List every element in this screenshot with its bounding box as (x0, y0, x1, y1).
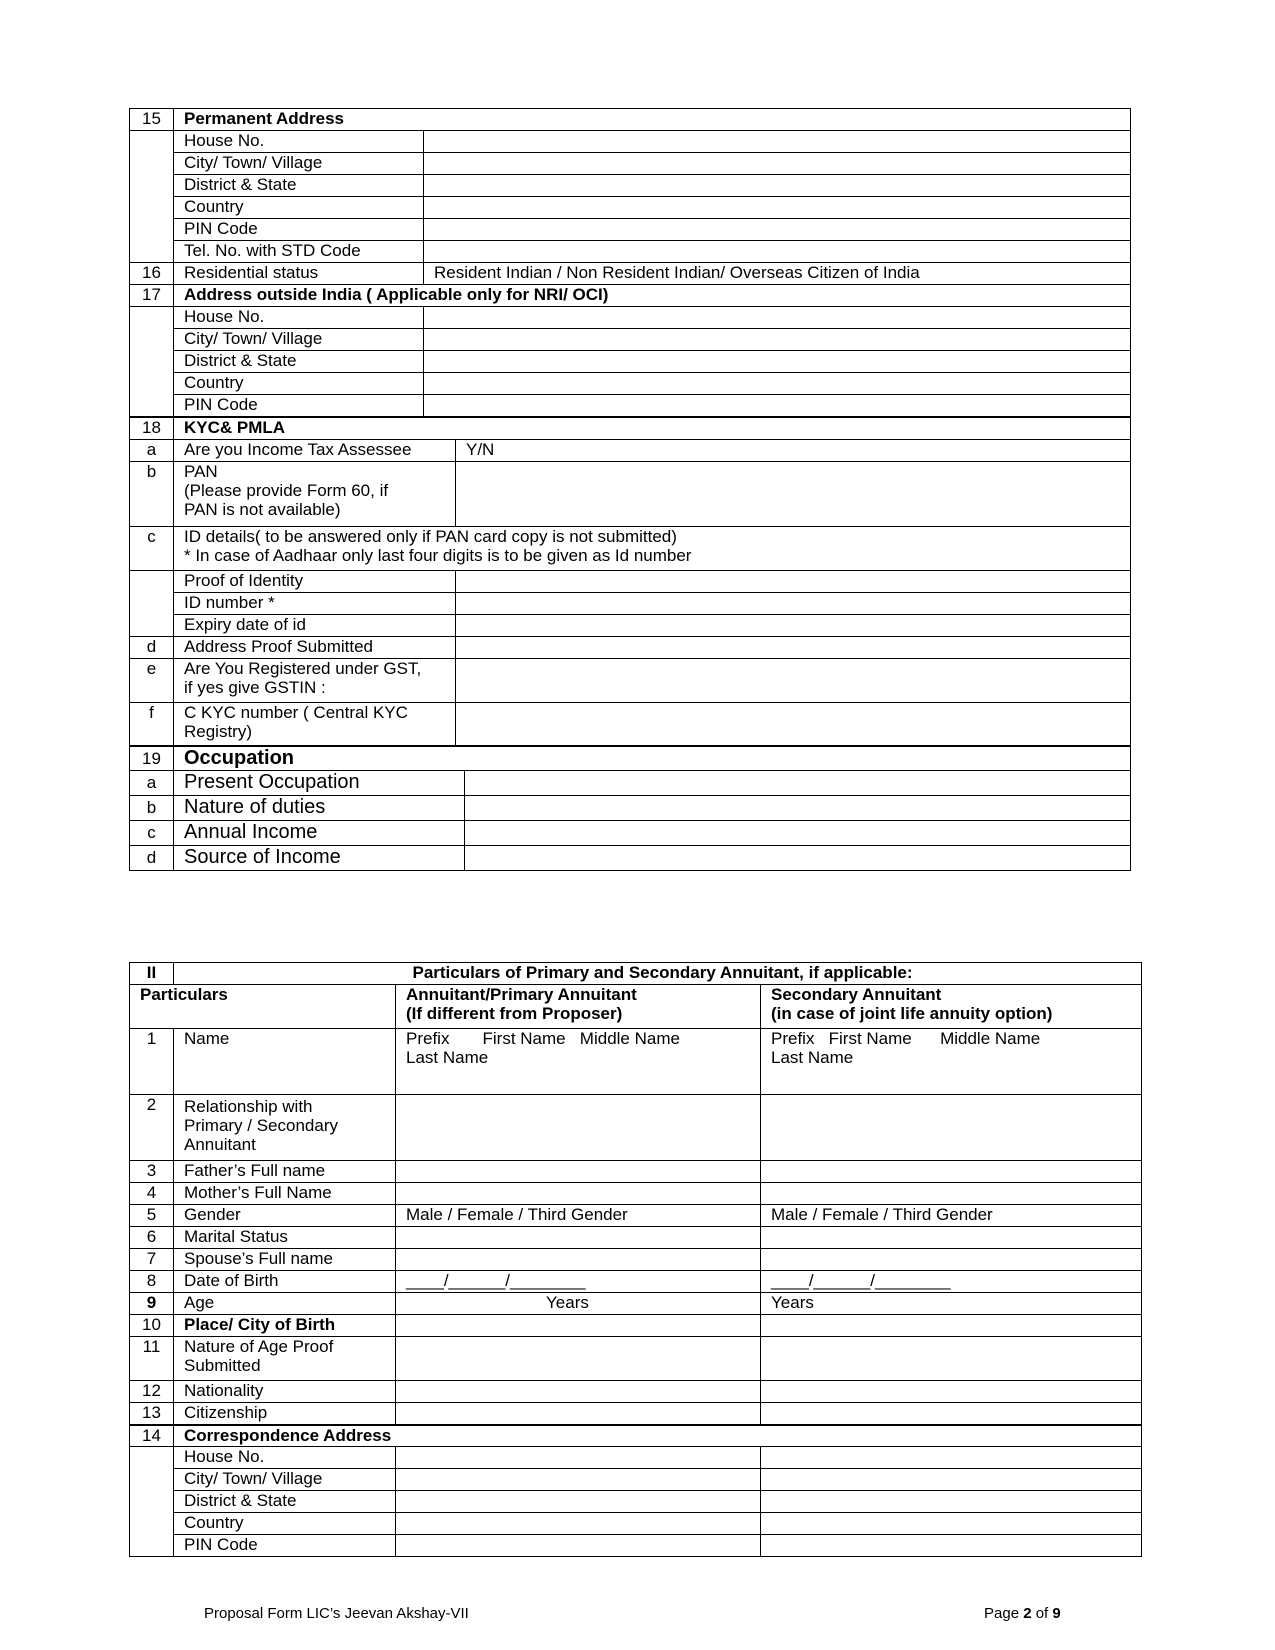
primary-marital-status-field[interactable] (396, 1227, 761, 1249)
table-row (130, 985, 1142, 1029)
row-number: c (130, 821, 174, 846)
secondary-marital-status-field[interactable] (761, 1227, 1142, 1249)
permanent-address-heading: Permanent Address (174, 109, 1131, 131)
primary-corr-city-field[interactable] (396, 1469, 761, 1491)
primary-name-field[interactable]: Prefix First Name Middle Name Last Name (396, 1029, 761, 1095)
table-row (130, 197, 1131, 219)
source-of-income-field[interactable] (465, 846, 1131, 871)
secondary-mother-name-field[interactable] (761, 1183, 1142, 1205)
row-number: 18 (130, 417, 174, 440)
table-row (130, 462, 1131, 527)
form-cell: Gender (174, 1205, 396, 1227)
address-proof-field[interactable] (456, 637, 1131, 659)
secondary-name-field[interactable]: Prefix First Name Middle Name Last Name (761, 1029, 1142, 1095)
row-number: 3 (130, 1161, 174, 1183)
table-row (130, 703, 1131, 746)
form-cell: ID details( to be answered only if PAN card copy is not submitted) * In case of Aadhaar only last four digits is to be given as Id number (174, 527, 1131, 571)
primary-gender-options[interactable]: Male / Female / Third Gender (396, 1205, 761, 1227)
form-cell: Citizenship (174, 1403, 396, 1425)
occupation-heading: Occupation (174, 746, 1131, 771)
form-cell (130, 329, 174, 351)
row-number: 9 (130, 1293, 174, 1315)
form-cell (130, 593, 174, 615)
form-cell (130, 373, 174, 395)
secondary-gender-options[interactable]: Male / Female / Third Gender (761, 1205, 1142, 1227)
form-cell: Tel. No. with STD Code (174, 241, 424, 263)
ckyc-number-field[interactable] (456, 703, 1131, 746)
primary-nationality-field[interactable] (396, 1381, 761, 1403)
form-cell (130, 1447, 174, 1469)
row-number: 15 (130, 109, 174, 131)
table-row (130, 351, 1131, 373)
primary-citizenship-field[interactable] (396, 1403, 761, 1425)
table-row (130, 1513, 1142, 1535)
perm-city-field[interactable] (424, 153, 1131, 175)
row-number: e (130, 659, 174, 703)
form-cell: House No. (174, 131, 424, 153)
perm-country-field[interactable] (424, 197, 1131, 219)
nri-city-field[interactable] (424, 329, 1131, 351)
secondary-age-proof-field[interactable] (761, 1337, 1142, 1381)
row-number: 2 (130, 1095, 174, 1161)
secondary-corr-house-field[interactable] (761, 1447, 1142, 1469)
row-number: f (130, 703, 174, 746)
q17-row (130, 285, 1131, 307)
table-row (130, 846, 1131, 871)
present-occupation-field[interactable] (465, 771, 1131, 796)
address-outside-india-heading: Address outside India ( Applicable only for NRI/ OCI) (174, 285, 1131, 307)
nri-house-no-field[interactable] (424, 307, 1131, 329)
form-cell: House No. (174, 307, 424, 329)
annual-income-field[interactable] (465, 821, 1131, 846)
table-row (130, 796, 1131, 821)
gstin-field[interactable] (456, 659, 1131, 703)
secondary-corr-country-field[interactable] (761, 1513, 1142, 1535)
form-cell: Spouse’s Full name (174, 1249, 396, 1271)
form-cell: Are You Registered under GST, if yes give GSTIN : (174, 659, 456, 703)
proposer-details-table (129, 108, 1131, 871)
pan-field[interactable] (456, 462, 1131, 527)
table-row (130, 131, 1131, 153)
footer-page-number: Page 2 of 9 (984, 1605, 1061, 1622)
form-cell: Present Occupation (174, 771, 465, 796)
primary-corr-country-field[interactable] (396, 1513, 761, 1535)
form-cell (130, 571, 174, 593)
row-number: II (130, 963, 174, 985)
form-cell: Father’s Full name (174, 1161, 396, 1183)
form-cell: House No. (174, 1447, 396, 1469)
form-cell: City/ Town/ Village (174, 153, 424, 175)
row-number: 11 (130, 1337, 174, 1381)
table-row (130, 153, 1131, 175)
form-cell: Country (174, 1513, 396, 1535)
form-cell: Age (174, 1293, 396, 1315)
secondary-corr-pin-field[interactable] (761, 1535, 1142, 1557)
proof-of-identity-field[interactable] (456, 571, 1131, 593)
form-cell (130, 241, 174, 263)
primary-father-name-field[interactable] (396, 1161, 761, 1183)
primary-dob-field[interactable]: ____/______/________ (396, 1271, 761, 1293)
table-row (130, 571, 1131, 593)
form-cell: Place/ City of Birth (174, 1315, 396, 1337)
form-cell: Country (174, 373, 424, 395)
row-number: 1 (130, 1029, 174, 1095)
secondary-nationality-field[interactable] (761, 1381, 1142, 1403)
id-expiry-field[interactable] (456, 615, 1131, 637)
perm-district-field[interactable] (424, 175, 1131, 197)
row-number: 5 (130, 1205, 174, 1227)
row-number: d (130, 846, 174, 871)
row-number: 17 (130, 285, 174, 307)
form-cell (130, 153, 174, 175)
form-cell (130, 197, 174, 219)
row-number: b (130, 796, 174, 821)
table-row (130, 1381, 1142, 1403)
table-row (130, 1271, 1142, 1293)
row-number: 4 (130, 1183, 174, 1205)
table-row (130, 175, 1131, 197)
kyc-pmla-heading: KYC& PMLA (174, 417, 1131, 440)
form-cell: C KYC number ( Central KYC Registry) (174, 703, 456, 746)
primary-annuitant-header: Annuitant/Primary Annuitant (If different from Proposer) (396, 985, 761, 1029)
table-row (130, 821, 1131, 846)
table-row (130, 307, 1131, 329)
q19-row (130, 746, 1131, 771)
primary-corr-pin-field[interactable] (396, 1535, 761, 1557)
nri-pin-field[interactable] (424, 395, 1131, 417)
form-cell: Proof of Identity (174, 571, 456, 593)
footer-form-title: Proposal Form LIC’s Jeevan Akshay-VII (204, 1605, 469, 1622)
section-ii-title: Particulars of Primary and Secondary Annuitant, if applicable: (174, 963, 1142, 985)
perm-house-no-field[interactable] (424, 131, 1131, 153)
form-cell (130, 219, 174, 241)
form-cell: Nationality (174, 1381, 396, 1403)
table-row (130, 771, 1131, 796)
form-cell: Nature of duties (174, 796, 465, 821)
particulars-header: Particulars (130, 985, 396, 1029)
table-row (130, 963, 1142, 985)
table-row (130, 1469, 1142, 1491)
table-row (130, 1535, 1142, 1557)
annuitant-particulars-table (129, 962, 1142, 1557)
table-row (130, 637, 1131, 659)
form-cell: Expiry date of id (174, 615, 456, 637)
form-cell: Nature of Age Proof Submitted (174, 1337, 396, 1381)
form-cell: PAN (Please provide Form 60, if PAN is not available) (174, 462, 456, 527)
secondary-age-field[interactable]: Years (761, 1293, 1142, 1315)
nri-country-field[interactable] (424, 373, 1131, 395)
table-row (130, 615, 1131, 637)
row-number: 6 (130, 1227, 174, 1249)
secondary-father-name-field[interactable] (761, 1161, 1142, 1183)
table-row (130, 1425, 1142, 1447)
form-cell: Annual Income (174, 821, 465, 846)
table-row (130, 1403, 1142, 1425)
form-cell (130, 307, 174, 329)
row-number: c (130, 527, 174, 571)
form-cell: Name (174, 1029, 396, 1095)
correspondence-address-heading: Correspondence Address (174, 1425, 1142, 1447)
form-cell: Residential status (174, 263, 424, 285)
secondary-citizenship-field[interactable] (761, 1403, 1142, 1425)
row-number: a (130, 771, 174, 796)
form-cell (130, 1513, 174, 1535)
row-number: 10 (130, 1315, 174, 1337)
form-cell: PIN Code (174, 1535, 396, 1557)
primary-mother-name-field[interactable] (396, 1183, 761, 1205)
secondary-annuitant-header: Secondary Annuitant (in case of joint life annuity option) (761, 985, 1142, 1029)
secondary-place-of-birth-field[interactable] (761, 1315, 1142, 1337)
perm-tel-field[interactable] (424, 241, 1131, 263)
table-row (130, 527, 1131, 571)
residential-status-options[interactable]: Resident Indian / Non Resident Indian/ Overseas Citizen of India (424, 263, 1131, 285)
q15-row (130, 109, 1131, 131)
table-row (130, 1029, 1142, 1095)
table-row (130, 373, 1131, 395)
form-cell: Source of Income (174, 846, 465, 871)
form-cell: Address Proof Submitted (174, 637, 456, 659)
form-cell: PIN Code (174, 395, 424, 417)
form-cell: District & State (174, 1491, 396, 1513)
income-tax-assessee-field[interactable]: Y/N (456, 440, 1131, 462)
primary-corr-house-field[interactable] (396, 1447, 761, 1469)
form-cell (130, 1491, 174, 1513)
form-cell: District & State (174, 175, 424, 197)
table-row (130, 1161, 1142, 1183)
secondary-corr-city-field[interactable] (761, 1469, 1142, 1491)
row-number: 14 (130, 1425, 174, 1447)
row-number: b (130, 462, 174, 527)
table-row (130, 1249, 1142, 1271)
form-cell: Country (174, 197, 424, 219)
table-row (130, 329, 1131, 351)
form-cell: District & State (174, 351, 424, 373)
form-cell: Relationship with Primary / Secondary Annuitant (174, 1095, 396, 1161)
form-cell (130, 1535, 174, 1557)
form-cell (130, 175, 174, 197)
form-cell (130, 395, 174, 417)
nature-of-duties-field[interactable] (465, 796, 1131, 821)
primary-age-proof-field[interactable] (396, 1337, 761, 1381)
form-cell: Mother’s Full Name (174, 1183, 396, 1205)
table-row (130, 1095, 1142, 1161)
table-row (130, 1227, 1142, 1249)
table-row (130, 593, 1131, 615)
table-row (130, 1447, 1142, 1469)
row-number: 13 (130, 1403, 174, 1425)
q18-row (130, 417, 1131, 440)
table-row (130, 440, 1131, 462)
form-cell: City/ Town/ Village (174, 1469, 396, 1491)
primary-corr-district-field[interactable] (396, 1491, 761, 1513)
secondary-corr-district-field[interactable] (761, 1491, 1142, 1513)
table-row (130, 1205, 1142, 1227)
form-cell: Marital Status (174, 1227, 396, 1249)
form-cell: City/ Town/ Village (174, 329, 424, 351)
form-cell: Date of Birth (174, 1271, 396, 1293)
nri-district-field[interactable] (424, 351, 1131, 373)
primary-spouse-name-field[interactable] (396, 1249, 761, 1271)
row-number: 16 (130, 263, 174, 285)
secondary-spouse-name-field[interactable] (761, 1249, 1142, 1271)
primary-relationship-field[interactable] (396, 1095, 761, 1161)
form-cell (130, 615, 174, 637)
table-row (130, 659, 1131, 703)
table-row (130, 219, 1131, 241)
table-row (130, 241, 1131, 263)
table-row (130, 395, 1131, 417)
primary-place-of-birth-field[interactable] (396, 1315, 761, 1337)
perm-pin-field[interactable] (424, 219, 1131, 241)
table-row (130, 1491, 1142, 1513)
primary-age-field[interactable]: Years (396, 1293, 761, 1315)
form-cell: PIN Code (174, 219, 424, 241)
row-number: 8 (130, 1271, 174, 1293)
form-cell (130, 1469, 174, 1491)
table-row (130, 1293, 1142, 1315)
form-cell: ID number * (174, 593, 456, 615)
form-cell (130, 131, 174, 153)
table-row (130, 1183, 1142, 1205)
form-cell: Are you Income Tax Assessee (174, 440, 456, 462)
table-row (130, 1315, 1142, 1337)
row-number: 7 (130, 1249, 174, 1271)
form-cell (130, 351, 174, 373)
q16-row (130, 263, 1131, 285)
row-number: a (130, 440, 174, 462)
secondary-relationship-field[interactable] (761, 1095, 1142, 1161)
row-number: d (130, 637, 174, 659)
row-number: 12 (130, 1381, 174, 1403)
id-number-field[interactable] (456, 593, 1131, 615)
secondary-dob-field[interactable]: ____/______/________ (761, 1271, 1142, 1293)
table-row (130, 1337, 1142, 1381)
row-number: 19 (130, 746, 174, 771)
